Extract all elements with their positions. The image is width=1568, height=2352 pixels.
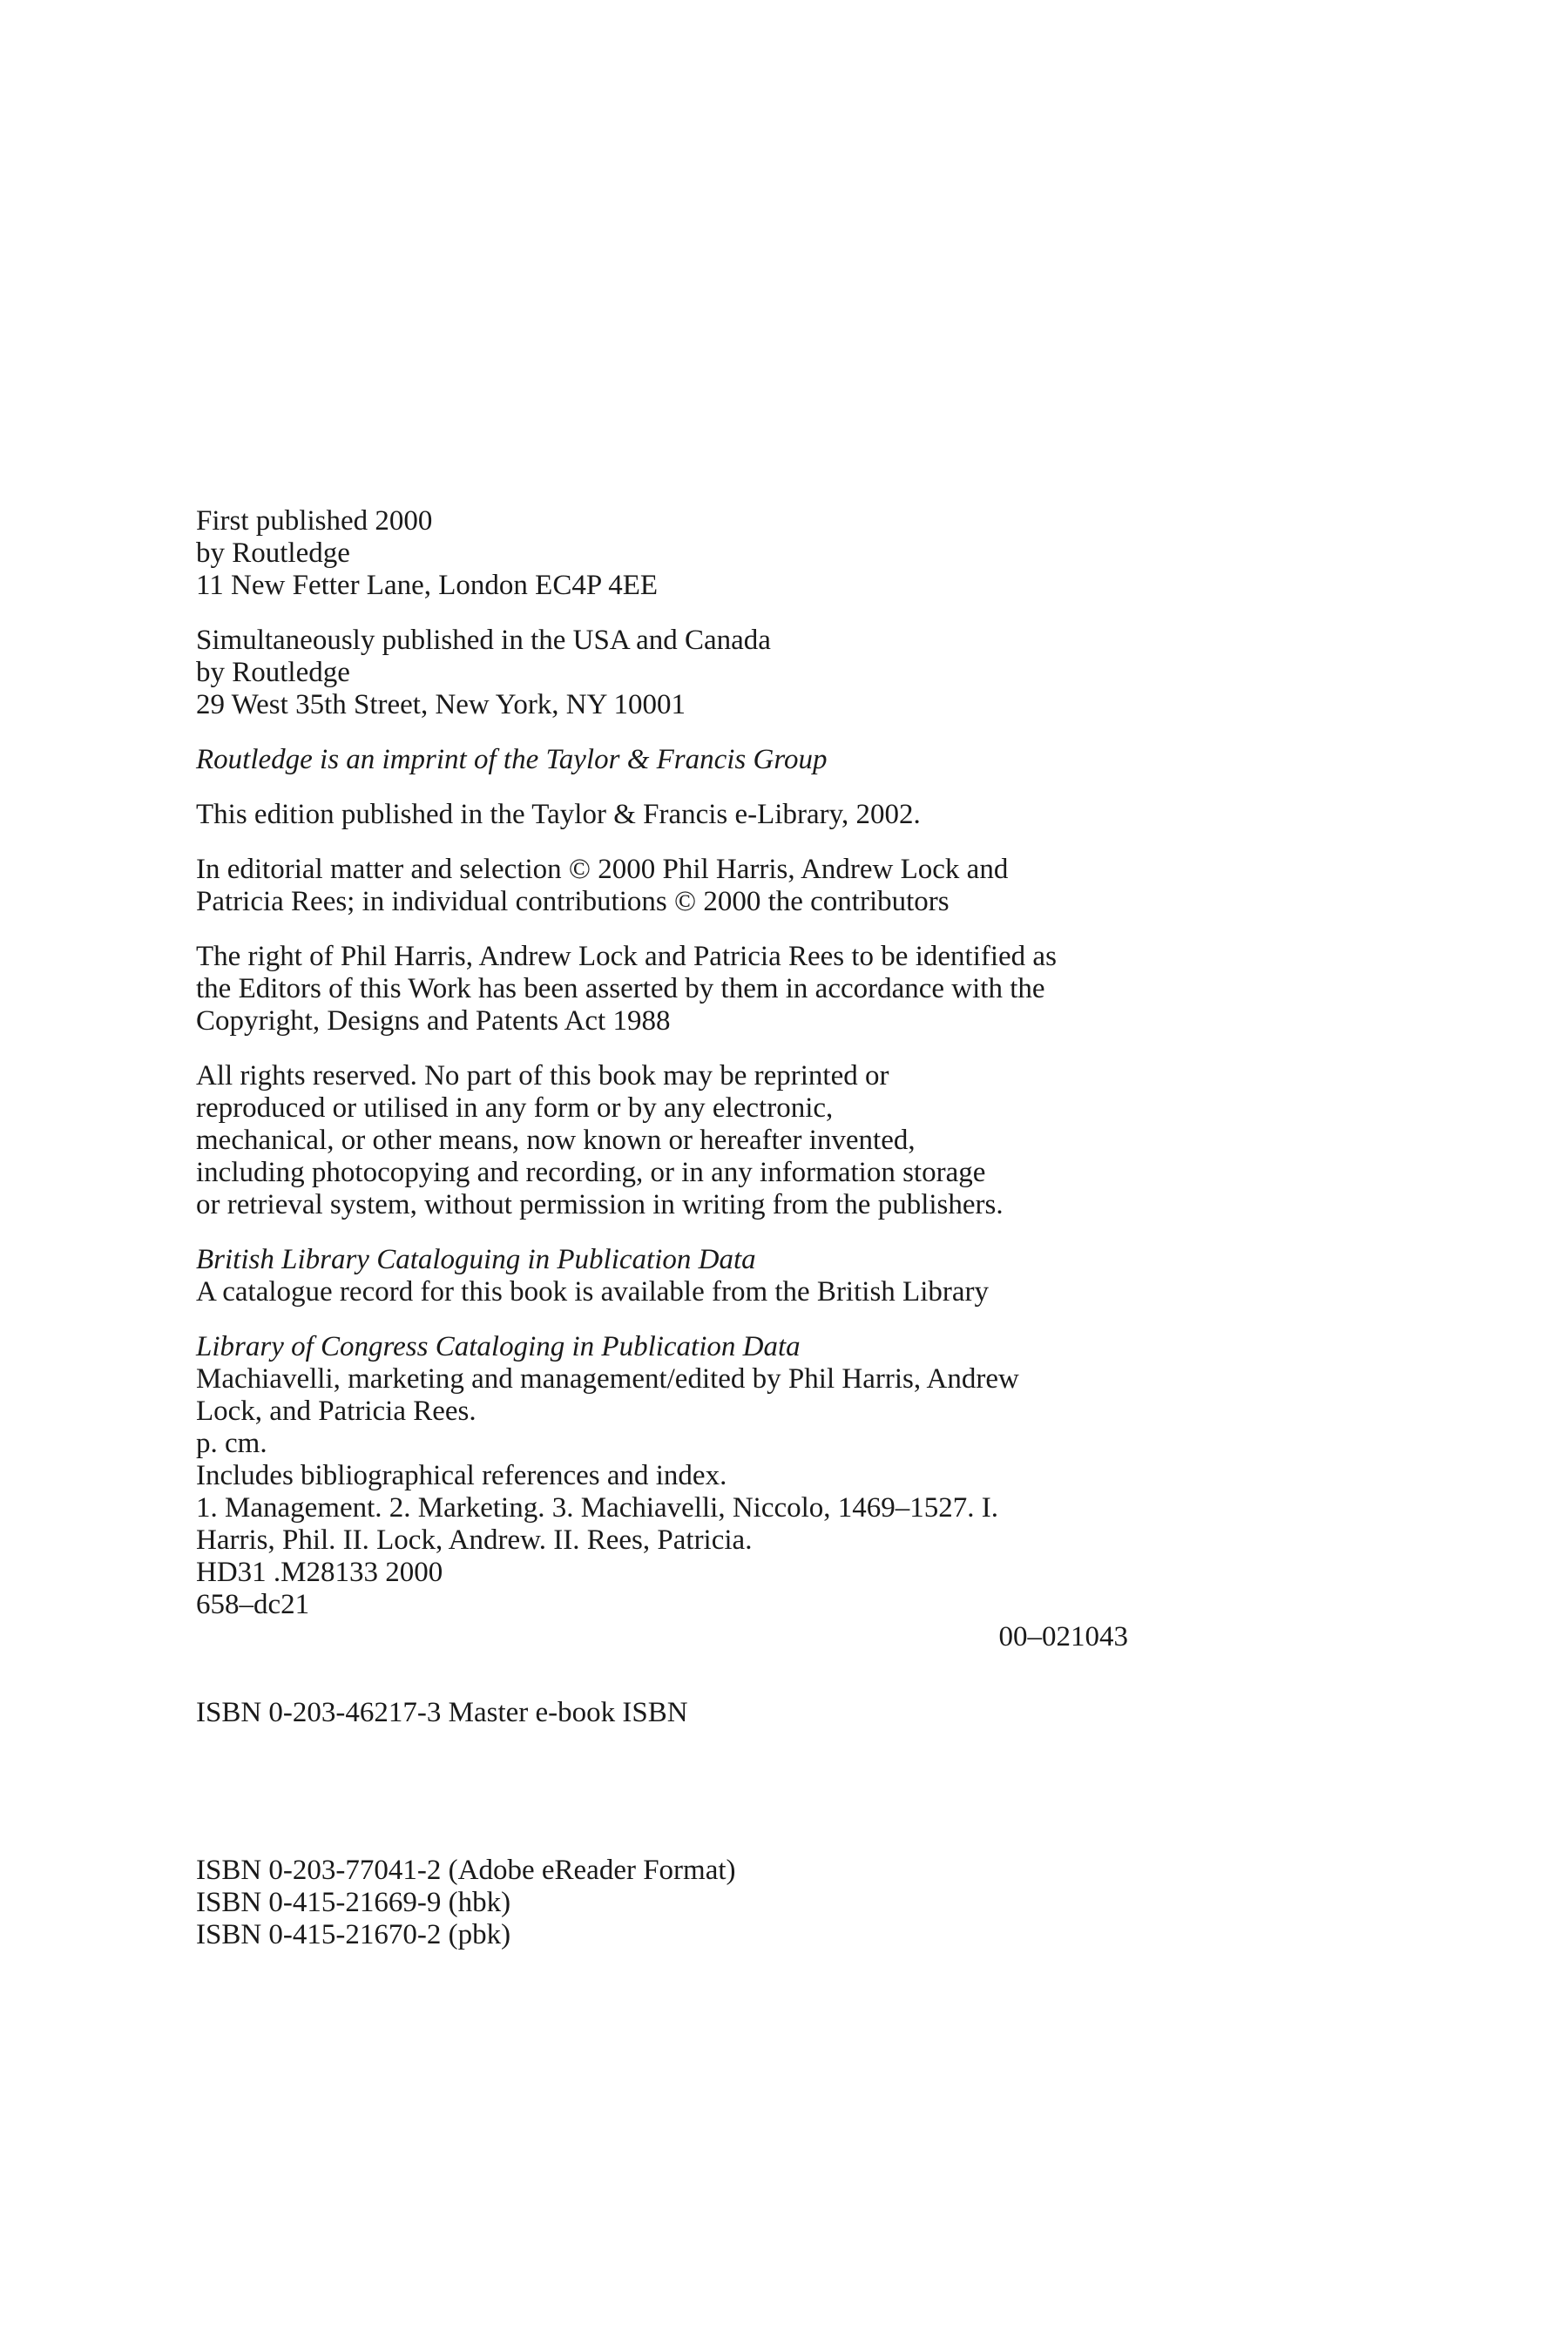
master-isbn: ISBN 0-203-46217-3 Master e-book ISBN	[196, 1697, 688, 1728]
moral-rights-line: Copyright, Designs and Patents Act 1988	[196, 1005, 671, 1037]
usa-publication-block	[196, 625, 1128, 721]
rights-reserved-line: mechanical, or other means, now known or hereafter invented,	[196, 1125, 916, 1156]
copyright-block	[196, 854, 1128, 918]
cip-line: Includes bibliographical references and index.	[196, 1460, 727, 1491]
rights-reserved-line: including photocopying and recording, or in any information storage	[196, 1157, 986, 1188]
first-publication-line: First published 2000	[196, 505, 433, 537]
copyright-line: In editorial matter and selection © 2000 Phil Harris, Andrew Lock and	[196, 854, 1009, 885]
record-number: 00–021043	[998, 1621, 1128, 1652]
rights-reserved-line: reproduced or utilised in any form or by any electronic,	[196, 1092, 834, 1124]
isbn-line: ISBN 0-415-21670-2 (pbk)	[196, 1919, 511, 1950]
isbn-line: ISBN 0-203-77041-2 (Adobe eReader Format)	[196, 1855, 736, 1886]
cip-line: 1. Management. 2. Marketing. 3. Machiavelli, Niccolo, 1469–1527. I.	[196, 1492, 999, 1524]
isbn-list-block	[196, 1855, 1128, 1951]
first-publication-line: 11 New Fetter Lane, London EC4P 4EE	[196, 570, 659, 601]
imprint-note-block	[196, 744, 1128, 776]
master-isbn-block	[196, 1697, 1128, 1729]
imprint-note: Routledge is an imprint of the Taylor & Francis Group	[196, 744, 828, 775]
first-publication-line: by Routledge	[196, 537, 350, 569]
rights-reserved-line: or retrieval system, without permission in writing from the publishers.	[196, 1189, 1004, 1220]
copyright-line: Patricia Rees; in individual contributions © 2000 the contributors	[196, 886, 950, 917]
cip-line: Harris, Phil. II. Lock, Andrew. II. Rees, Patricia.	[196, 1524, 753, 1556]
usa-publication-line: Simultaneously published in the USA and Canada	[196, 625, 771, 656]
moral-rights-line: The right of Phil Harris, Andrew Lock and Patricia Rees to be identified as	[196, 941, 1057, 972]
usa-publication-line: 29 West 35th Street, New York, NY 10001	[196, 689, 686, 720]
first-publication-block	[196, 505, 1128, 602]
rights-reserved-block	[196, 1060, 1128, 1221]
spacer	[196, 1676, 1128, 1697]
usa-publication-line: by Routledge	[196, 657, 350, 688]
moral-rights-block	[196, 941, 1128, 1037]
cip-line: Lock, and Patricia Rees.	[196, 1396, 476, 1427]
rights-reserved-line: All rights reserved. No part of this book may be reprinted or	[196, 1060, 889, 1092]
edition-note: This edition published in the Taylor & Francis e-Library, 2002.	[196, 799, 921, 830]
cip-line: p. cm.	[196, 1428, 267, 1459]
edition-note-block	[196, 799, 1128, 831]
british-library-block	[196, 1244, 1128, 1308]
copyright-page	[196, 505, 1128, 1974]
moral-rights-line: the Editors of this Work has been asserted by them in accordance with the	[196, 973, 1045, 1004]
isbn-line: ISBN 0-415-21669-9 (hbk)	[196, 1887, 511, 1918]
cip-line: Machiavelli, marketing and management/edited by Phil Harris, Andrew	[196, 1363, 1019, 1395]
cip-line: 658–dc21	[196, 1589, 310, 1620]
spacer	[196, 1752, 1128, 1855]
library-of-congress-block	[196, 1331, 1128, 1653]
library-of-congress-heading: Library of Congress Cataloging in Publication Data	[196, 1331, 801, 1362]
british-library-text: A catalogue record for this book is available from the British Library	[196, 1276, 989, 1308]
british-library-heading: British Library Cataloguing in Publication Data	[196, 1244, 756, 1275]
cip-line: HD31 .M28133 2000	[196, 1557, 443, 1588]
